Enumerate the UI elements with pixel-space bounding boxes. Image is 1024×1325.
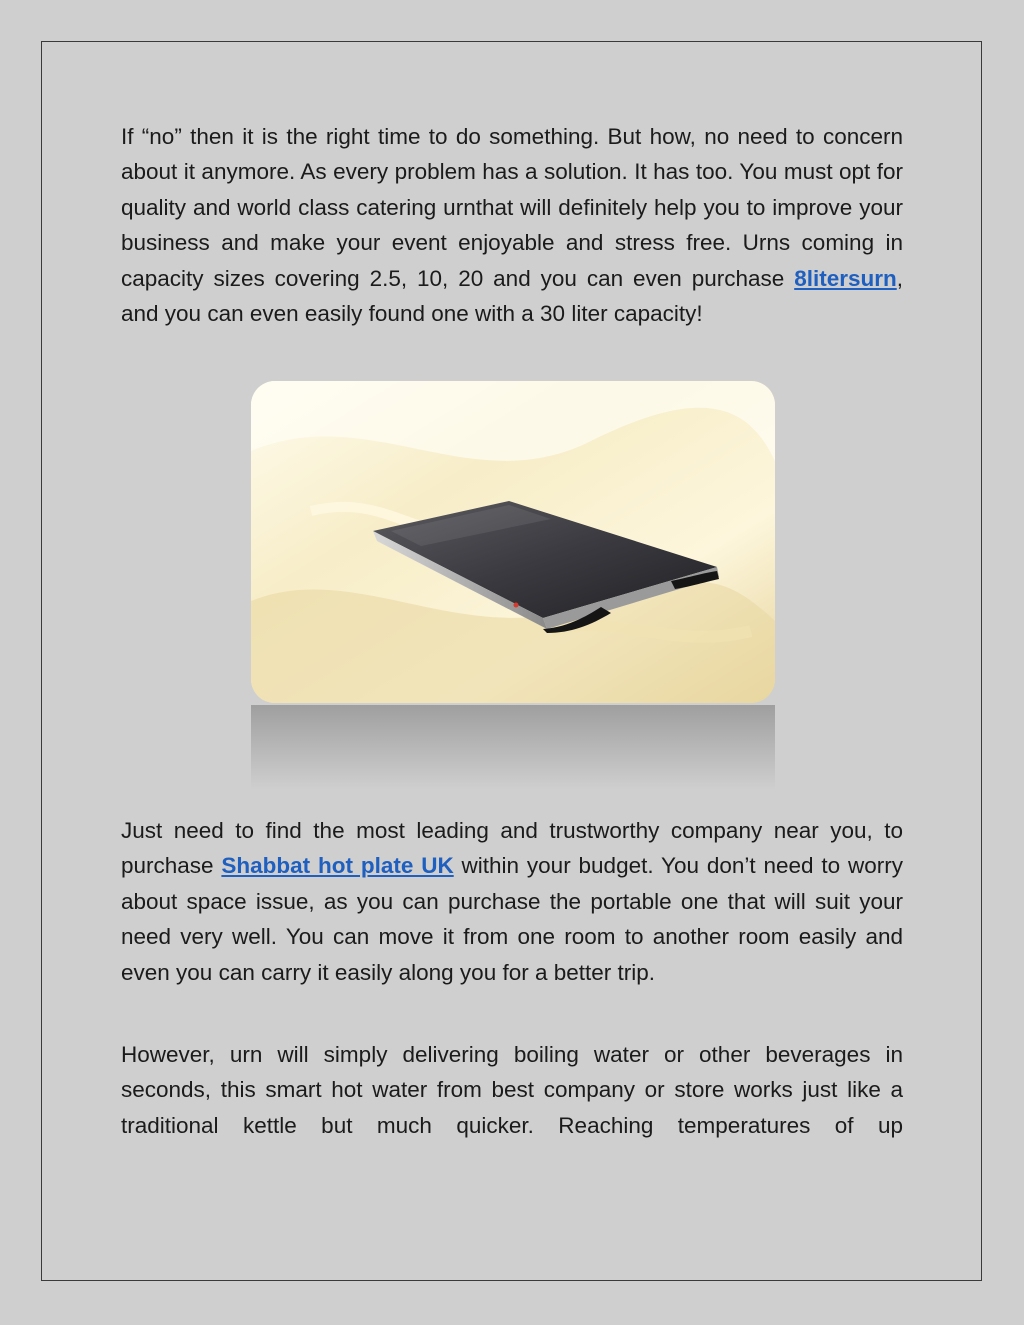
paragraph-urn: However, urn will simply delivering boiling water or other beverages in seconds, this smart hot water from best company or store works just like a traditional kettle but much quicker. Reaching temperatures of up	[121, 1042, 903, 1138]
paragraph-shabbat-text-end: within your budget. You don’t need to worry about space issue, as you can purchase the portable one that will suit your need very well. You can move it from one room to another room easily and even you can carry it easily along you for a better trip.	[121, 853, 903, 985]
image-reflection	[251, 705, 775, 790]
shabbat-hot-plate-link[interactable]: Shabbat hot plate UK	[221, 853, 454, 879]
paragraph-shabbat	[121, 813, 903, 990]
paragraph-intro	[121, 119, 903, 331]
paragraph-intro-text-start: If “no” then it is the right time to do something. But how, no need to concern about it anymore. As every problem has a solution. It has too. You must opt for quality and world class catering urnthat will definitely help you to improve your business and make your event enjoyable and stress free. Urns coming in capacity sizes covering 2.5, 10, 20 and you can even purchase	[121, 124, 903, 291]
hot-plate-image	[251, 381, 775, 703]
paragraph-intro-text-end: , and you can even easily found one with a 30 liter capacity!	[121, 265, 903, 327]
paragraph-shabbat-text-start: Just need to find the most leading and trustworthy company near you, to purchase	[121, 818, 903, 879]
8litersurn-link[interactable]: 8litersurn	[794, 265, 897, 291]
